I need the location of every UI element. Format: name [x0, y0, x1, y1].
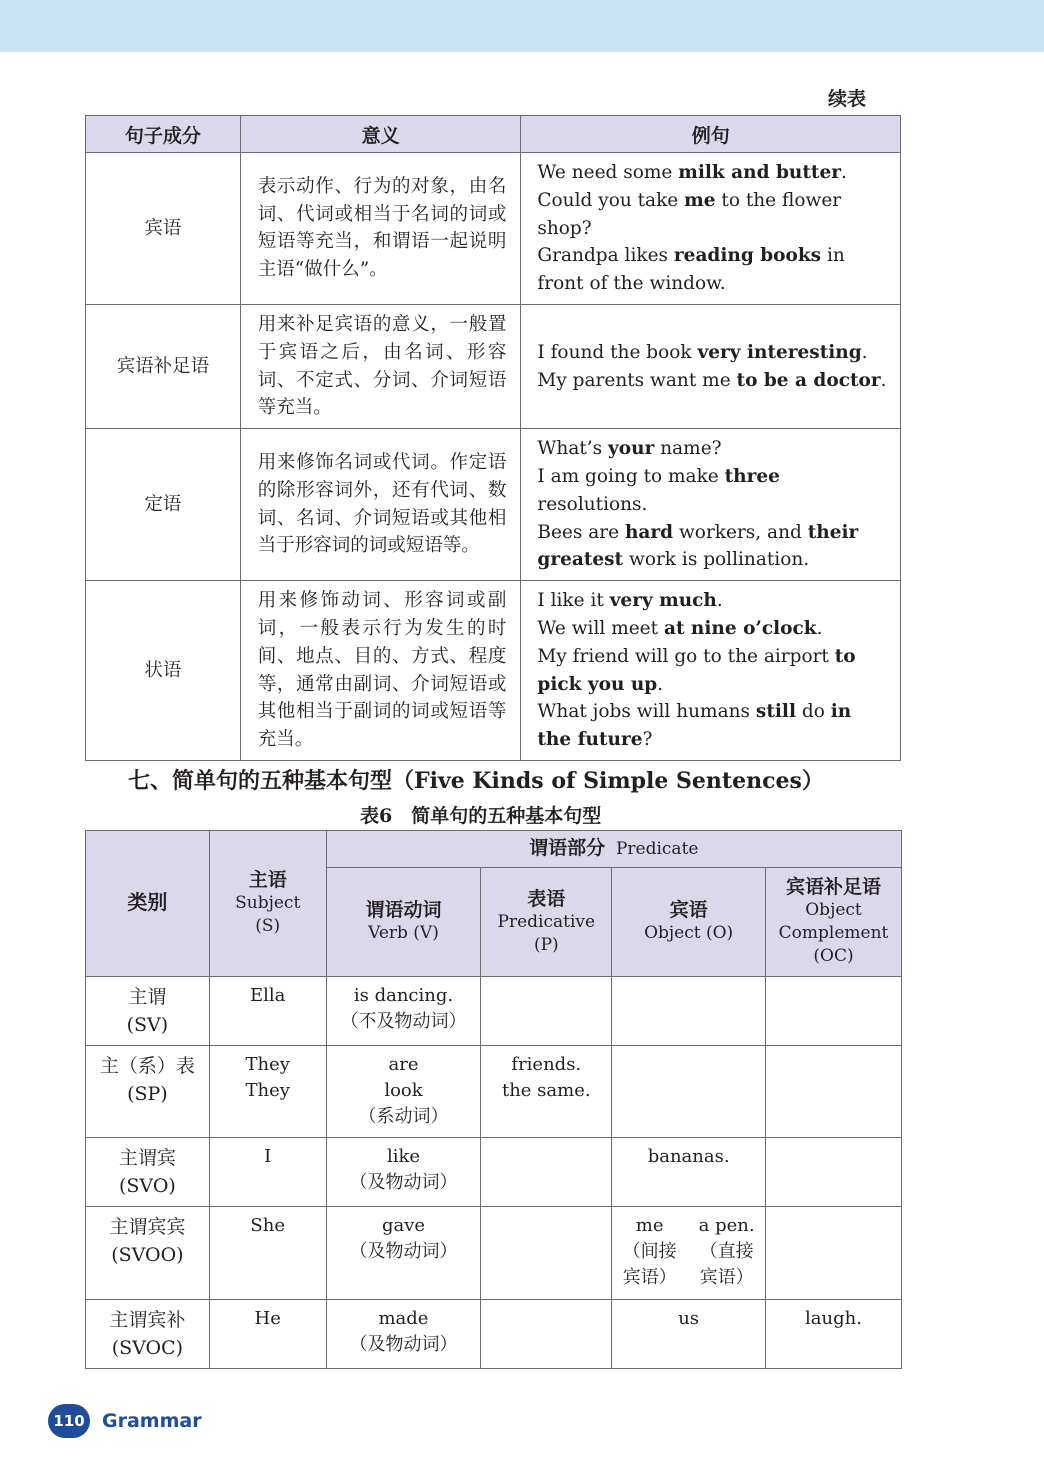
- category-cell: 主谓宾宾 (SVOO): [86, 1207, 210, 1300]
- component-cell: 宾语: [86, 153, 241, 305]
- header-category: 类别: [86, 831, 210, 977]
- continued-label: 续表: [827, 88, 866, 110]
- verb-cell: are look （系动词）: [326, 1046, 481, 1138]
- table-row: [86, 304, 901, 428]
- table-row: [86, 1138, 902, 1207]
- page-number-badge: 110: [48, 1404, 90, 1438]
- object-cell: bananas.: [612, 1138, 766, 1207]
- object-cell: us: [612, 1300, 766, 1369]
- examples-cell: [521, 429, 901, 581]
- verb-cell: gave （及物动词）: [326, 1207, 481, 1300]
- example-sentence: What’s your name?: [537, 438, 722, 460]
- section-title: 七、简单句的五种基本句型（Five Kinds of Simple Sentences）: [128, 768, 824, 794]
- component-cell: 状语: [86, 581, 241, 761]
- predicative-cell: friends. the same.: [481, 1046, 612, 1138]
- example-sentence: Grandpa likes reading books in front of the window.: [537, 245, 845, 295]
- example-sentence: Bees are hard workers, and their greatest work is pollination.: [537, 521, 859, 571]
- book-title: Grammar: [102, 1410, 202, 1432]
- subject-cell: He: [209, 1300, 326, 1369]
- example-sentence: My parents want me to be a doctor.: [537, 369, 887, 391]
- complement-cell: [766, 1207, 902, 1300]
- header-meaning: 意义: [240, 116, 521, 153]
- complement-cell: [766, 1046, 902, 1138]
- component-cell: 宾语补足语: [86, 304, 241, 428]
- top-color-band: [0, 0, 1044, 52]
- category-cell: 主（系）表 (SP): [86, 1046, 210, 1138]
- sentence-components-table: [85, 115, 901, 761]
- complement-cell: laugh.: [766, 1300, 902, 1369]
- verb-cell: like （及物动词）: [326, 1138, 481, 1207]
- predicative-cell: [481, 977, 612, 1046]
- complement-cell: [766, 977, 902, 1046]
- table-header-row: [86, 831, 902, 868]
- table-row: [86, 581, 901, 761]
- page-footer: [48, 1404, 202, 1438]
- component-cell: 定语: [86, 429, 241, 581]
- object-cell: [612, 1046, 766, 1138]
- header-verb: 谓语动词 Verb (V): [326, 868, 481, 977]
- header-object: 宾语 Object (O): [612, 868, 766, 977]
- category-cell: 主谓宾 (SVO): [86, 1138, 210, 1207]
- header-component: 句子成分: [86, 116, 241, 153]
- table-row: [86, 1300, 902, 1369]
- table-header-row: [86, 116, 901, 153]
- example-sentence: I like it very much.: [537, 590, 723, 612]
- table-row: [86, 153, 901, 305]
- verb-cell: is dancing. （不及物动词）: [326, 977, 481, 1046]
- meaning-cell: 用来补足宾语的意义，一般置于宾语之后，由名词、形容词、不定式、分词、介词短语等充当。: [240, 304, 521, 428]
- complement-cell: [766, 1138, 902, 1207]
- examples-cell: [521, 153, 901, 305]
- meaning-cell: 用来修饰动词、形容词或副词，一般表示行为发生的时间、地点、目的、方式、程度等，通常由副词、介词短语或其他相当于副词的词或短语等充当。: [240, 581, 521, 761]
- predicative-cell: [481, 1300, 612, 1369]
- object-cell: [612, 1207, 766, 1300]
- example-sentence: We will meet at nine o’clock.: [537, 617, 823, 639]
- table-row: [86, 1046, 902, 1138]
- subject-cell: They They: [209, 1046, 326, 1138]
- header-subject: 主语 Subject (S): [209, 831, 326, 977]
- example-sentence: What jobs will humans still do in the future?: [537, 701, 852, 751]
- example-sentence: I am going to make three resolutions.: [537, 465, 780, 515]
- meaning-cell: 表示动作、行为的对象，由名词、代词或相当于名词的词或短语等充当，和谓语一起说明主语“做什么”。: [240, 153, 521, 305]
- category-cell: 主谓 (SV): [86, 977, 210, 1046]
- examples-cell: [521, 304, 901, 428]
- verb-cell: made （及物动词）: [326, 1300, 481, 1369]
- example-sentence: Could you take me to the flower shop?: [537, 189, 842, 239]
- direct-object: a pen. （直接 宾语）: [698, 1215, 755, 1288]
- header-examples: 例句: [521, 116, 901, 153]
- example-sentence: My friend will go to the airport to pick you up.: [537, 645, 856, 695]
- header-predicate: 谓语部分 Predicate: [326, 831, 901, 868]
- table-row: [86, 1207, 902, 1300]
- indirect-object: me （间接 宾语）: [622, 1215, 677, 1288]
- example-sentence: I found the book very interesting.: [537, 341, 868, 363]
- predicative-cell: [481, 1207, 612, 1300]
- examples-cell: [521, 581, 901, 761]
- object-cell: [612, 977, 766, 1046]
- table-row: [86, 429, 901, 581]
- meaning-cell: 用来修饰名词或代词。作定语的除形容词外，还有代词、数词、名词、介词短语或其他相当于形容词的词或短语等。: [240, 429, 521, 581]
- predicative-cell: [481, 1138, 612, 1207]
- header-predicative: 表语 Predicative (P): [481, 868, 612, 977]
- header-object-complement: 宾语补足语 Object Complement (OC): [766, 868, 902, 977]
- example-sentence: We need some milk and butter.: [537, 162, 847, 183]
- sentence-patterns-table: [85, 830, 902, 1369]
- table-caption: 表6 简单句的五种基本句型: [360, 805, 602, 827]
- subject-cell: I: [209, 1138, 326, 1207]
- category-cell: 主谓宾补 (SVOC): [86, 1300, 210, 1369]
- subject-cell: She: [209, 1207, 326, 1300]
- table-row: [86, 977, 902, 1046]
- subject-cell: Ella: [209, 977, 326, 1046]
